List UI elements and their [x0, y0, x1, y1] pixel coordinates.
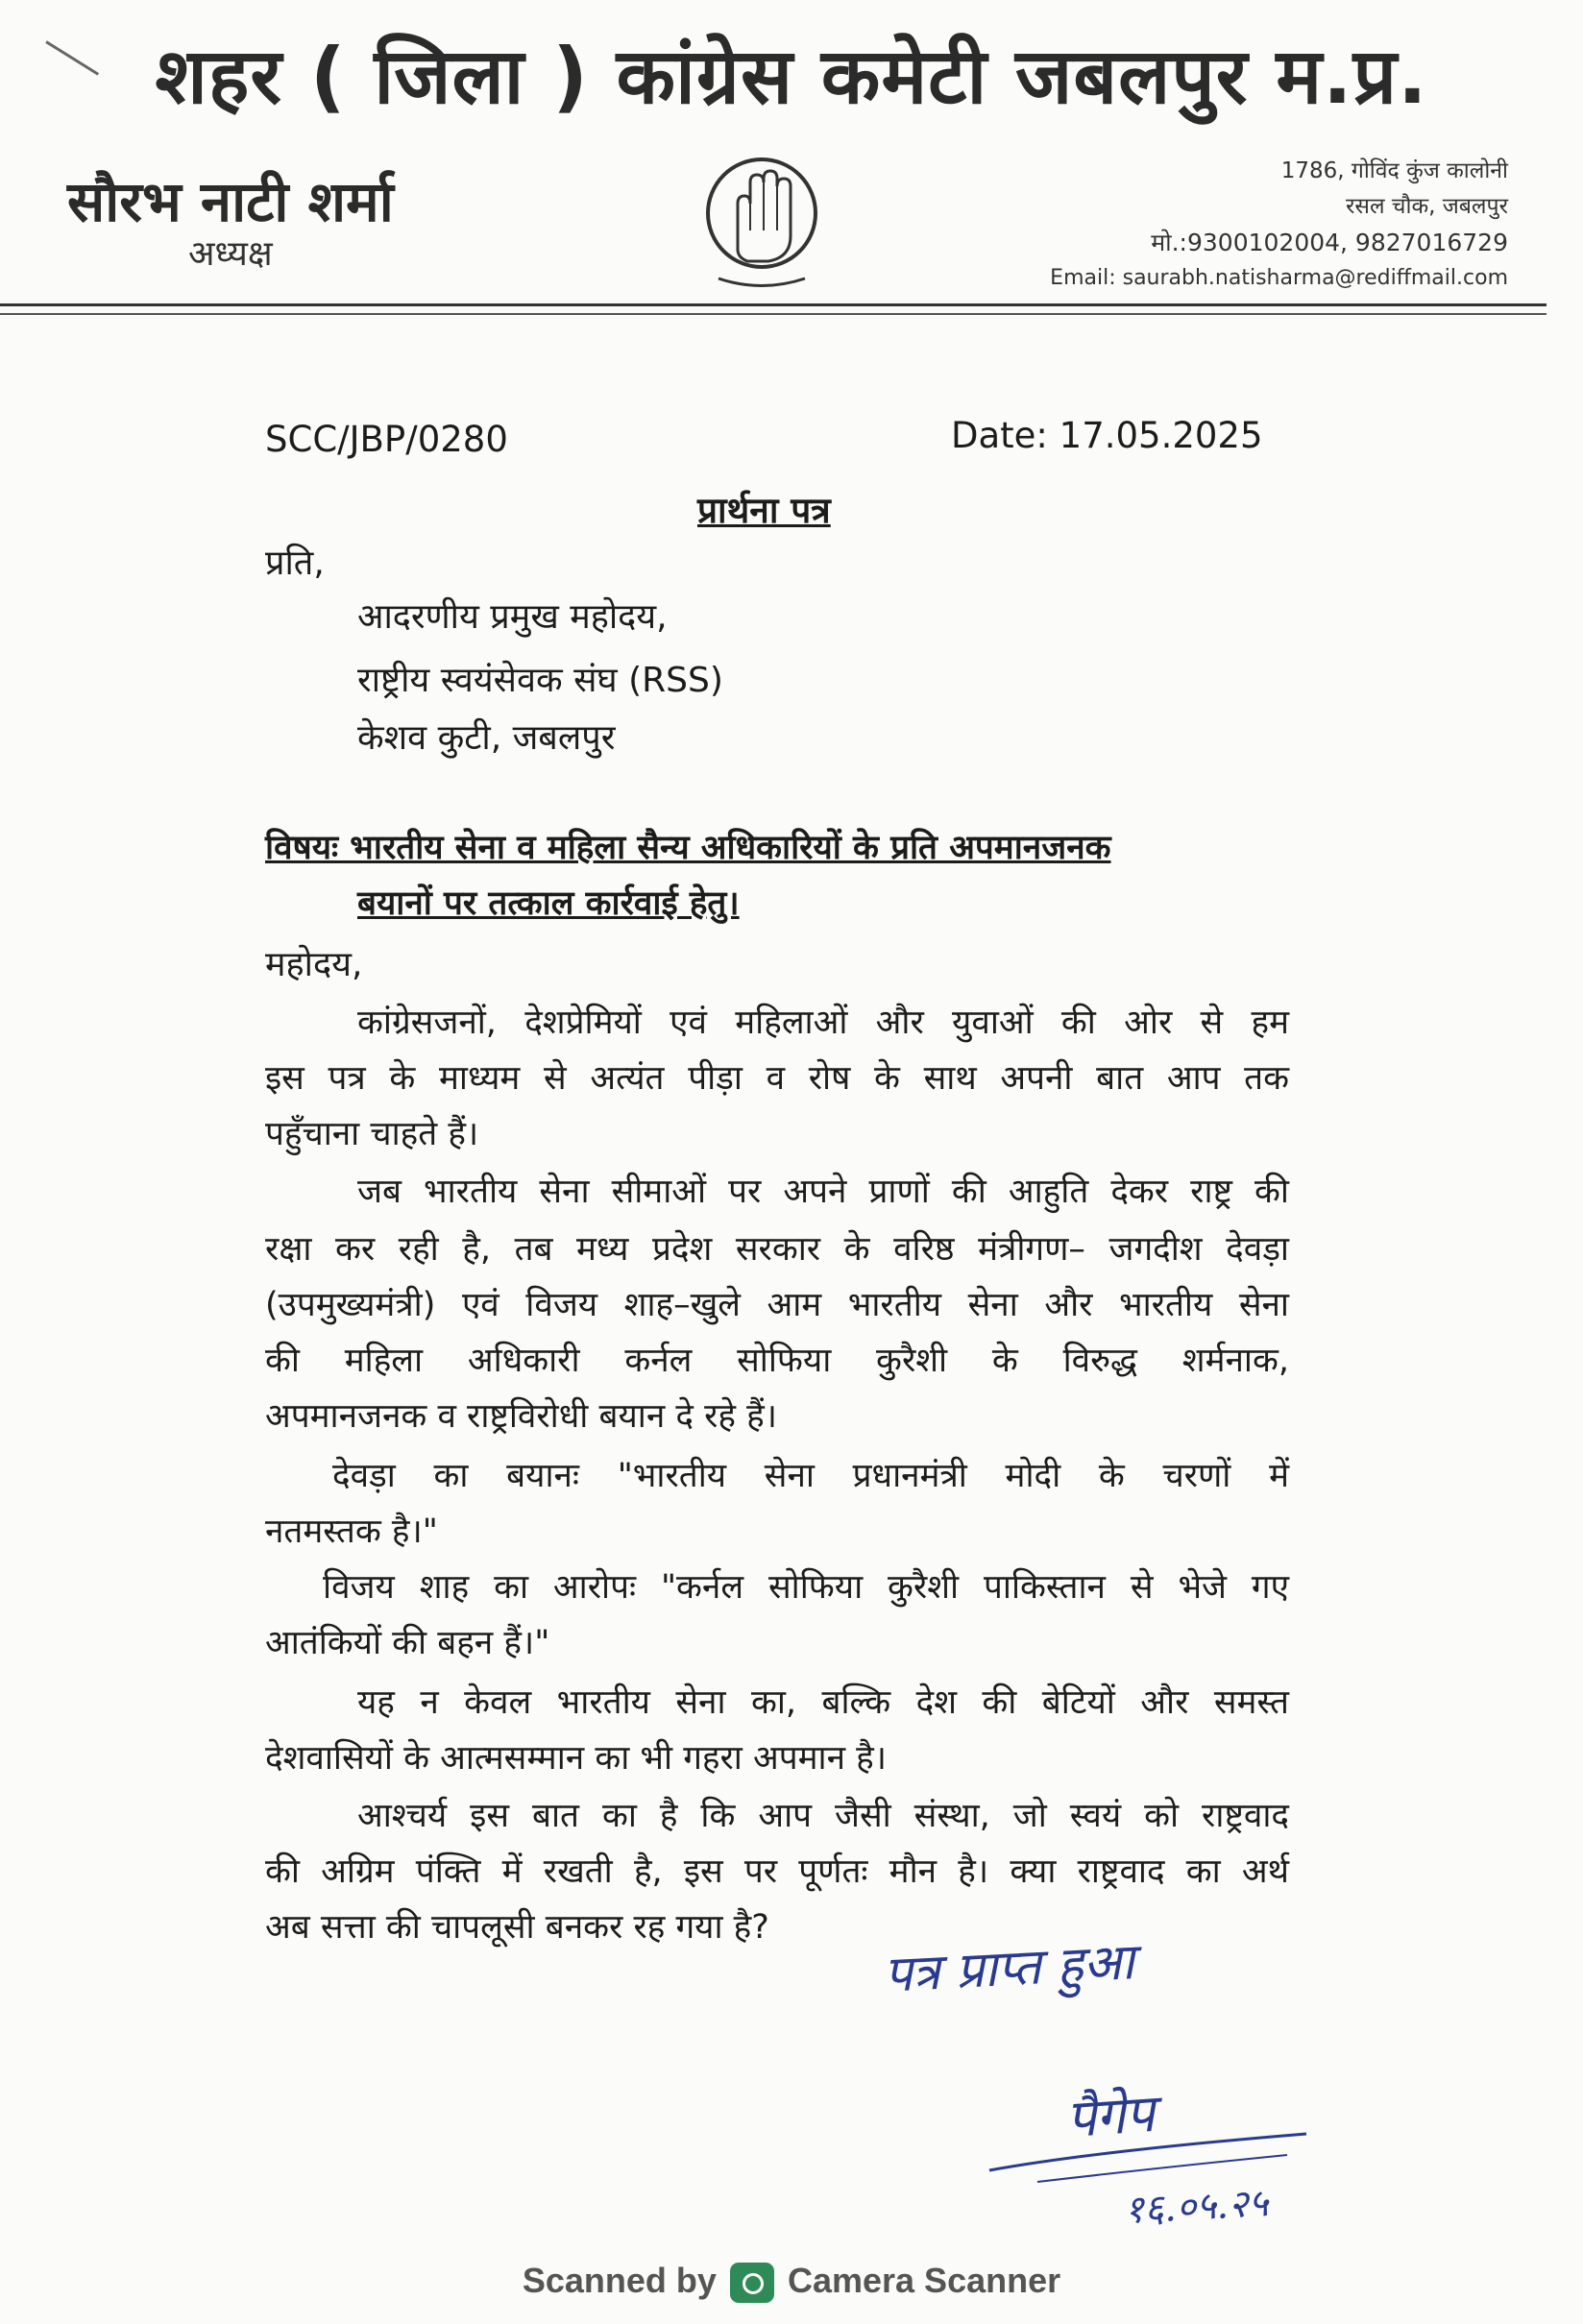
- body-line: नतमस्तक है।": [265, 1513, 438, 1551]
- header-divider: [0, 303, 1546, 306]
- phone: मो.:9300102004, 9827016729: [1151, 229, 1508, 256]
- president-name: सौरभ नाटी शर्मा: [67, 169, 394, 234]
- scanner-watermark: [0, 2261, 1583, 2303]
- address-line1: 1786, गोविंद कुंज कालोनी: [1280, 158, 1508, 183]
- body-line: कांग्रेसजनों, देशप्रेमियों एवं महिलाओं और युवाओं की ओर से हम: [357, 1004, 1289, 1042]
- header-divider-2: [0, 313, 1546, 315]
- recipient-line: आदरणीय प्रमुख महोदय,: [357, 597, 668, 637]
- handwritten-receipt-date: १६.०५.२५: [1123, 2181, 1270, 2233]
- letter-title: प्रार्थना पत्र: [697, 490, 831, 531]
- body-line: अपमानजनक व राष्ट्रविरोधी बयान दे रहे हैं।: [265, 1397, 777, 1436]
- handwritten-receipt-note: पत्र प्राप्त हुआ: [882, 1933, 1136, 2004]
- body-line: इस पत्र के माध्यम से अत्यंत पीड़ा व रोष के साथ अपनी बात आप तक: [265, 1059, 1289, 1098]
- body-line: की महिला अधिकारी कर्नल सोफिया कुरैशी के विरुद्ध शर्मनाक,: [265, 1342, 1289, 1380]
- body-line: की अग्रिम पंक्ति में रखती है, इस पर पूर्णतः मौन है। क्या राष्ट्रवाद का अर्थ: [265, 1852, 1289, 1891]
- recipient-line: राष्ट्रीय स्वयंसेवक संघ (RSS): [357, 661, 723, 700]
- recipient-line: केशव कुटी, जबलपुर: [357, 718, 616, 758]
- letter-date: Date: 17.05.2025: [951, 415, 1263, 456]
- subject-line: विषयः भारतीय सेना व महिला सैन्य अधिकारियों के प्रति अपमानजनक: [265, 829, 1111, 867]
- camera-icon: [730, 2263, 774, 2303]
- body-line: पहुँचाना चाहते हैं।: [265, 1115, 479, 1153]
- scanner-app-name: Camera Scanner: [787, 2261, 1061, 2300]
- body-line: आतंकियों की बहन हैं।": [265, 1624, 550, 1662]
- salutation: महोदय,: [265, 945, 363, 984]
- address-block: [1050, 154, 1508, 296]
- body-line: अब सत्ता की चापलूसी बनकर रह गया है?: [265, 1908, 769, 1947]
- body-line: जब भारतीय सेना सीमाओं पर अपने प्राणों की आहुति देकर राष्ट्र की: [357, 1173, 1289, 1211]
- reference-number: SCC/JBP/0280: [265, 419, 508, 460]
- scanned-by-label: Scanned by: [522, 2261, 717, 2300]
- congress-hand-icon: [699, 144, 824, 298]
- address-line2: रसल चौक, जबलपुर: [1346, 194, 1508, 219]
- subject-line: बयानों पर तत्काल कार्रवाई हेतु।: [357, 884, 740, 923]
- email: Email: saurabh.natisharma@rediffmail.com: [1050, 266, 1508, 290]
- org-title: शहर ( जिला ) कांग्रेस कमेटी जबलपुर म.प्र.: [155, 32, 1428, 121]
- body-line: (उपमुख्यमंत्री) एवं विजय शाह–खुले आम भारतीय सेना और भारतीय सेना: [265, 1286, 1289, 1324]
- body-line: आश्चर्य इस बात का है कि आप जैसी संस्था, जो स्वयं को राष्ट्रवाद: [357, 1797, 1289, 1835]
- to-label: प्रति,: [265, 544, 325, 583]
- body-line: रक्षा कर रही है, तब मध्य प्रदेश सरकार के वरिष्ठ मंत्रीगण– जगदीश देवड़ा: [265, 1230, 1289, 1269]
- body-line: यह न केवल भारतीय सेना का, बल्कि देश की बेटियों और समस्त: [357, 1683, 1289, 1722]
- signature-underline: [980, 2113, 1326, 2190]
- handwritten-signature: पैगेप: [1064, 2082, 1157, 2150]
- body-line: देवड़ा का बयानः "भारतीय सेना प्रधानमंत्री मोदी के चरणों में: [332, 1457, 1289, 1495]
- body-line: विजय शाह का आरोपः "कर्नल सोफिया कुरैशी पाकिस्तान से भेजे गए: [323, 1568, 1289, 1607]
- president-role: अध्यक्ष: [188, 234, 273, 274]
- body-line: देशवासियों के आत्मसम्मान का भी गहरा अपमान है।: [265, 1739, 888, 1778]
